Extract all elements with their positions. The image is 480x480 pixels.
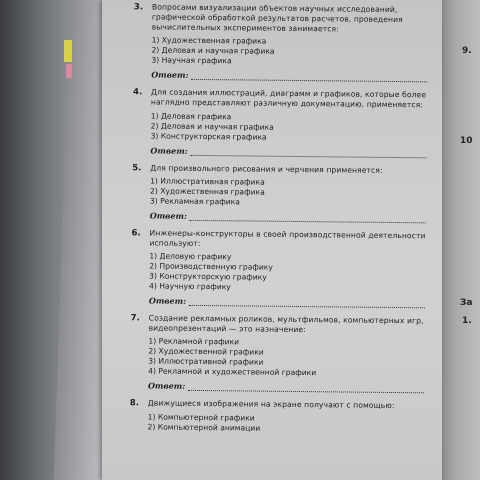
bookmark-tab-pink — [66, 64, 72, 78]
question-number: 7. — [130, 313, 140, 324]
margin-number: 1. — [462, 316, 472, 326]
margin-number: 9. — [462, 46, 472, 56]
option: 2) Художественной графики — [148, 346, 264, 357]
option-list — [148, 337, 424, 380]
option: 1) Рекламной графики — [148, 336, 240, 347]
question-text: Для произвольного рисования и черчения применяется: — [150, 163, 383, 175]
answer-line[interactable] — [190, 213, 426, 223]
question — [107, 2, 428, 83]
option-list — [151, 111, 427, 144]
question-text: Инженеры-конструкторы в своей производственной деятельности используют: — [149, 228, 426, 248]
option: 1) Деловую графику — [149, 251, 232, 262]
option: 1) Иллюстративная графика — [150, 176, 265, 187]
bookmark-tab-yellow — [64, 40, 72, 62]
question-text: Движущиеся изображения на экране получают с помощью: — [147, 398, 395, 411]
question — [106, 163, 427, 224]
option: 3) Конструкторскую графику — [149, 271, 267, 282]
option: 2) Компьютерной анимации — [147, 421, 261, 433]
question — [105, 228, 426, 309]
option: 1) Компьютерной графики — [147, 411, 255, 423]
margin-number: За — [460, 298, 473, 308]
question-text: Для создания иллюстраций, диаграмм и графиков, которые более наглядно представляют различную документацию, применяется: — [150, 87, 427, 110]
question-text: Создание рекламных роликов, мультфильмов, компьютерных игр, видеопрезентаций — это назначение: — [148, 313, 424, 335]
answer-label: Ответ: — [147, 380, 186, 392]
option: 4) Научную графику — [148, 281, 231, 292]
option: 4) Рекламной и художественной графики — [148, 366, 317, 378]
answer-label: Ответ: — [151, 69, 189, 81]
answer-label: Ответ: — [149, 210, 188, 221]
next-page-edge — [436, 0, 480, 480]
answer-label: Ответ: — [148, 295, 187, 306]
question-number: 8. — [129, 398, 140, 409]
question-number: 5. — [132, 162, 142, 174]
option: 2) Деловая и научная графика — [150, 121, 274, 132]
question-number: 4. — [132, 87, 143, 98]
option-list — [150, 176, 426, 209]
answer-line[interactable] — [191, 72, 427, 82]
answer-field[interactable] — [151, 70, 427, 83]
option: 3) Конструкторская графика — [150, 131, 267, 142]
answer-line[interactable] — [191, 148, 427, 158]
question — [106, 87, 427, 158]
question-text: Вопросами визуализации объектов научных исследований, графической обработкой результатов расчетов, проведения вычислительных экспериментов занимается: — [151, 2, 403, 34]
question — [104, 398, 424, 434]
answer-field[interactable] — [150, 145, 426, 158]
answer-field[interactable] — [148, 381, 424, 394]
question-number: 3. — [133, 2, 144, 13]
option: 3) Иллюстративной графики — [148, 356, 264, 367]
answer-field[interactable] — [149, 295, 425, 308]
question-number: 6. — [131, 228, 141, 239]
answer-line[interactable] — [188, 383, 424, 393]
option: 2) Производственную графику — [149, 261, 273, 272]
option-list — [149, 251, 425, 294]
answer-label: Ответ: — [150, 145, 188, 156]
question-list — [103, 2, 428, 443]
option: 3) Рекламная графика — [149, 196, 240, 207]
answer-line[interactable] — [189, 298, 425, 308]
option-list — [151, 36, 427, 69]
question — [104, 313, 425, 394]
option: 3) Научная графика — [151, 55, 232, 66]
option: 1) Деловая графика — [150, 111, 232, 121]
option: 2) Художественная графика — [149, 186, 265, 197]
option: 2) Деловая и научная графика — [151, 45, 275, 57]
answer-field[interactable] — [150, 210, 426, 223]
option: 1) Художественная графика — [151, 35, 267, 46]
option-list — [147, 412, 423, 435]
margin-number: 10 — [460, 136, 473, 146]
